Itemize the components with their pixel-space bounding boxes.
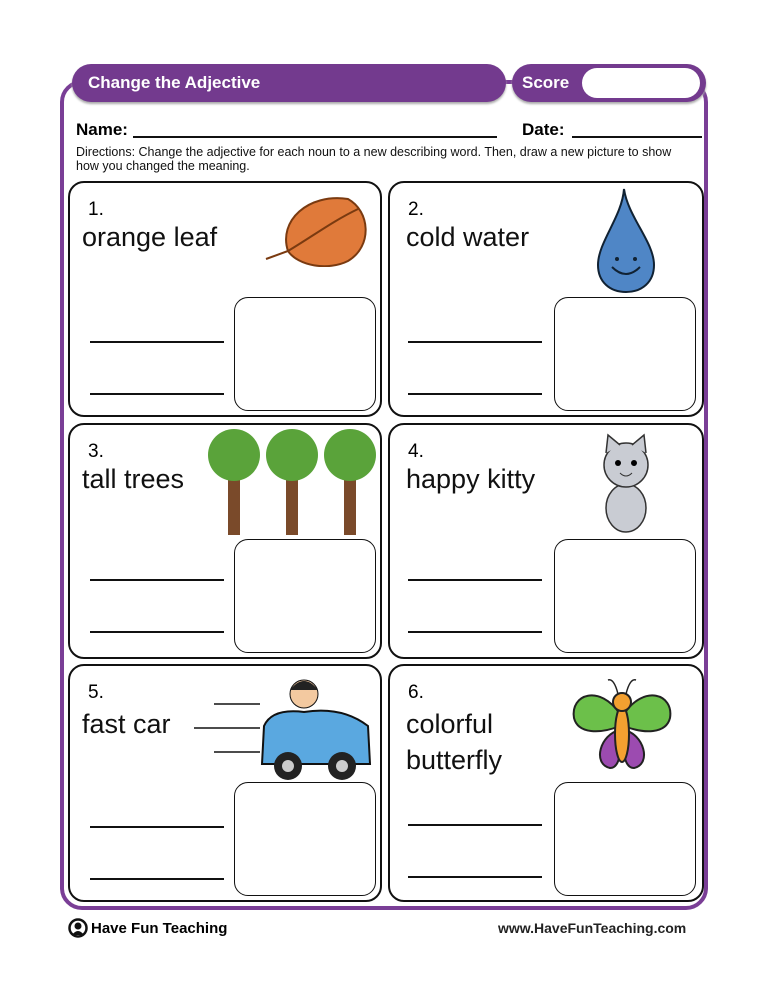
item-card-4 [388,423,704,659]
drawing-box[interactable] [234,539,376,653]
drawing-box[interactable] [234,782,376,896]
item-number: 2. [408,199,424,220]
name-label: Name: [76,120,128,139]
answer-line[interactable] [408,341,542,343]
date-field[interactable] [572,120,702,138]
drawing-box[interactable] [554,539,696,653]
score-label: Score [512,64,706,102]
answer-line[interactable] [90,878,224,880]
item-phrase: tall trees [82,464,185,494]
car-icon [192,676,377,784]
answer-line[interactable] [408,393,542,395]
answer-line[interactable] [90,393,224,395]
worksheet-title: Change the Adjective [72,64,506,102]
butterfly-icon [570,674,674,778]
website-link[interactable]: www.HaveFunTeaching.com [498,920,687,936]
answer-line[interactable] [408,579,542,581]
score-field[interactable] [582,68,700,98]
item-card-2 [388,181,704,417]
answer-line[interactable] [408,824,542,826]
drawing-box[interactable] [554,297,696,411]
item-number: 5. [88,682,104,703]
date-label: Date: [522,120,565,139]
brand-logo-icon [68,918,88,938]
item-phrase: fast car [82,709,171,739]
item-phrase: colorful butterfly [406,709,503,775]
item-phrase: orange leaf [82,222,218,252]
item-card-5 [68,664,382,902]
item-card-6 [388,664,704,902]
directions-text: Directions: Change the adjective for each noun to a new describing word. Then, draw a new picture to show how you changed the meaning. [76,145,672,173]
item-number: 3. [88,441,104,462]
name-field[interactable] [133,120,497,138]
kitten-icon [594,433,658,537]
answer-line[interactable] [408,631,542,633]
item-number: 1. [88,199,104,220]
answer-line[interactable] [90,631,224,633]
brand-name: Have Fun Teaching [91,919,228,937]
answer-line[interactable] [408,876,542,878]
water-drop-icon [594,187,658,295]
drawing-box[interactable] [554,782,696,896]
item-card-1 [68,181,382,417]
item-phrase: happy kitty [406,464,536,494]
answer-line[interactable] [90,579,224,581]
brand-logo [68,918,227,938]
item-card-3 [68,423,382,659]
leaf-icon [258,191,378,267]
item-number: 6. [408,682,424,703]
drawing-box[interactable] [234,297,376,411]
answer-line[interactable] [90,341,224,343]
trees-icon [208,425,383,537]
item-phrase: cold water [406,222,530,252]
item-number: 4. [408,441,424,462]
answer-line[interactable] [90,826,224,828]
